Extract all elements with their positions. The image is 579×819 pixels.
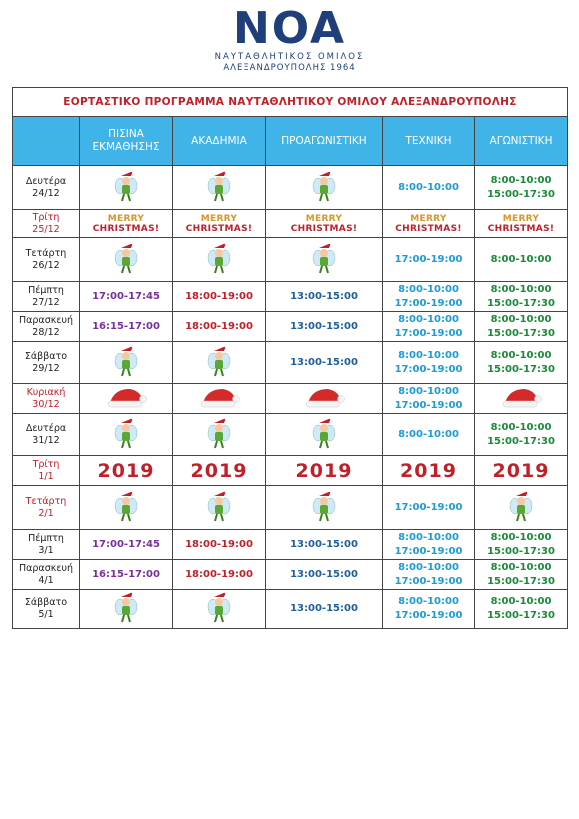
schedule-cell	[383, 456, 475, 486]
time-slot: 17:00-17:45	[92, 290, 160, 302]
day-cell	[13, 312, 80, 342]
time-slot: 13:00-15:00	[290, 320, 358, 332]
merry-christmas-banner	[475, 214, 567, 234]
time-slot: 8:00-10:00	[490, 531, 552, 543]
schedule-cell	[475, 590, 568, 629]
col-header-4: ΑΓΩΝΙΣΤΙΚΗ	[475, 117, 568, 166]
table-row	[13, 210, 568, 238]
time-slot: 15:00-17:30	[487, 545, 555, 557]
elf-icon	[113, 508, 139, 527]
schedule-cell	[173, 166, 266, 210]
schedule-cell	[173, 312, 266, 342]
schedule-cell	[266, 560, 383, 590]
merry-christmas-banner	[266, 214, 382, 234]
schedule-cell	[383, 560, 475, 590]
day-date: 27/12	[32, 296, 60, 308]
day-name: Πέμπτη	[28, 284, 64, 296]
time-slot: 17:00-19:00	[394, 399, 463, 411]
day-date: 26/12	[32, 259, 60, 271]
time-slot: 13:00-15:00	[290, 538, 358, 550]
time-slot: 18:00-19:00	[185, 538, 253, 550]
table-row	[13, 486, 568, 530]
schedule-cell	[266, 486, 383, 530]
schedule-cell	[80, 456, 173, 486]
schedule-cell	[173, 560, 266, 590]
time-slot: 17:00-19:00	[394, 327, 463, 339]
elf-icon	[311, 508, 337, 527]
table-row	[13, 560, 568, 590]
elf-icon	[311, 260, 337, 279]
elf-icon	[206, 188, 232, 207]
banner-line2: CHRISTMAS!	[395, 223, 462, 234]
time-slot: 8:00-10:00	[490, 313, 552, 325]
time-slot: 8:00-10:00	[398, 596, 459, 607]
time-slot: 8:00-10:00	[490, 174, 552, 186]
time-slot: 8:00-10:00	[398, 349, 459, 361]
new-year-2019-graphic: 2019	[97, 459, 155, 482]
table-row	[13, 238, 568, 282]
banner-line2: CHRISTMAS!	[290, 223, 358, 234]
schedule-cell	[173, 384, 266, 414]
day-cell	[13, 384, 80, 414]
day-date: 3/1	[38, 544, 54, 556]
day-name: Τρίτη	[32, 211, 60, 223]
schedule-cell	[173, 238, 266, 282]
day-cell	[13, 238, 80, 282]
day-cell	[13, 414, 80, 456]
time-slot: 8:00-10:00	[490, 596, 552, 607]
day-cell	[13, 486, 80, 530]
table-row	[13, 342, 568, 384]
time-slot: 8:00-10:00	[398, 385, 459, 397]
schedule-cell	[383, 312, 475, 342]
schedule-cell	[475, 414, 568, 456]
table-row	[13, 384, 568, 414]
day-date: 24/12	[32, 187, 60, 199]
schedule-cell	[383, 210, 475, 238]
time-slot: 17:00-19:00	[394, 501, 463, 513]
time-slot: 8:00-10:00	[490, 283, 552, 295]
banner-line1: MERRY	[410, 213, 447, 224]
schedule-cell	[475, 342, 568, 384]
time-slot: 17:00-19:00	[394, 363, 463, 375]
schedule-cell	[80, 486, 173, 530]
time-slot: 8:00-10:00	[490, 253, 552, 265]
time-slot: 8:00-10:00	[398, 561, 459, 573]
day-name: Δευτέρα	[25, 175, 67, 187]
banner-line2: CHRISTMAS!	[185, 223, 253, 234]
time-slot: 15:00-17:30	[487, 327, 555, 339]
schedule-cell	[266, 210, 383, 238]
time-slot: 8:00-10:00	[398, 181, 459, 193]
elf-icon	[508, 508, 534, 527]
elf-icon	[206, 609, 232, 628]
time-slot: 13:00-15:00	[290, 603, 358, 614]
merry-christmas-banner	[383, 214, 474, 234]
schedule-cell	[173, 530, 266, 560]
table-row	[13, 312, 568, 342]
col-header-2: ΠΡΟΑΓΩΝΙΣΤΙΚΗ	[266, 117, 383, 166]
day-cell	[13, 456, 80, 486]
time-slot: 15:00-17:30	[487, 435, 555, 447]
elf-icon	[206, 260, 232, 279]
santa-hat-icon	[104, 394, 148, 413]
schedule-cell	[475, 486, 568, 530]
day-cell	[13, 530, 80, 560]
col-header-3: ΤΕΧΝΙΚΗ	[383, 117, 475, 166]
schedule-cell	[475, 210, 568, 238]
col-header-0: ΠΙΣΙΝΑ ΕΚΜΑΘΗΣΗΣ	[80, 117, 173, 166]
schedule-cell	[266, 590, 383, 629]
time-slot: 18:00-19:00	[185, 290, 253, 302]
schedule-cell	[266, 414, 383, 456]
schedule-cell	[173, 590, 266, 629]
new-year-2019-graphic: 2019	[492, 459, 550, 482]
schedule-cell	[475, 456, 568, 486]
banner-line2: CHRISTMAS!	[487, 223, 555, 234]
time-slot: 8:00-10:00	[398, 313, 459, 325]
time-slot: 18:00-19:00	[185, 320, 253, 332]
time-slot: 15:00-17:30	[487, 610, 555, 621]
schedule-cell	[80, 166, 173, 210]
time-slot: 13:00-15:00	[290, 356, 358, 368]
schedule-cell	[80, 238, 173, 282]
schedule-cell	[80, 342, 173, 384]
schedule-cell	[173, 414, 266, 456]
time-slot: 8:00-10:00	[490, 421, 552, 433]
day-cell	[13, 342, 80, 384]
day-name: Σάββατο	[24, 597, 68, 608]
schedule-cell	[475, 166, 568, 210]
day-name: Πέμπτη	[28, 532, 64, 544]
banner-line1: MERRY	[200, 213, 238, 224]
schedule-cell	[475, 530, 568, 560]
time-slot: 17:00-19:00	[394, 610, 463, 621]
schedule-cell	[173, 282, 266, 312]
day-date: 30/12	[32, 398, 60, 410]
time-slot: 17:00-19:00	[394, 297, 463, 309]
time-slot: 15:00-17:30	[487, 575, 555, 587]
day-date: 2/1	[38, 507, 54, 519]
day-name: Τετάρτη	[25, 247, 67, 259]
schedule-cell	[266, 342, 383, 384]
schedule-cell	[383, 238, 475, 282]
schedule-cell	[173, 456, 266, 486]
table-row	[13, 530, 568, 560]
schedule-cell	[80, 384, 173, 414]
day-cell	[13, 282, 80, 312]
time-slot: 15:00-17:30	[487, 188, 555, 200]
day-name: Δευτέρα	[25, 422, 67, 434]
time-slot: 8:00-10:00	[490, 349, 552, 361]
schedule-cell	[173, 342, 266, 384]
schedule-cell	[383, 590, 475, 629]
elf-icon	[113, 363, 139, 382]
schedule-table	[12, 87, 568, 629]
time-slot: 17:00-19:00	[394, 253, 463, 265]
schedule-cell	[80, 590, 173, 629]
day-date: 28/12	[32, 326, 60, 338]
day-name: Τετάρτη	[25, 495, 67, 507]
banner-line1: MERRY	[502, 213, 540, 224]
merry-christmas-banner	[80, 214, 172, 234]
day-name: Κυριακή	[26, 386, 66, 398]
schedule-cell	[383, 414, 475, 456]
table-title: ΕΟΡΤΑΣΤΙΚΟ ΠΡΟΓΡΑΜΜΑ ΝΑΥΤΑΘΛΗΤΙΚΟΥ ΟΜΙΛΟΥ ΑΛΕΞΑΝΔΡΟΥΠΟΛΗΣ	[13, 88, 568, 117]
header-row	[13, 117, 568, 166]
banner-line1: MERRY	[107, 213, 145, 224]
elf-icon	[206, 508, 232, 527]
schedule-cell	[475, 238, 568, 282]
schedule-cell	[383, 530, 475, 560]
day-date: 31/12	[32, 434, 60, 446]
logo	[0, 3, 579, 74]
schedule-cell	[383, 486, 475, 530]
schedule-cell	[475, 384, 568, 414]
time-slot: 17:00-17:45	[92, 538, 160, 550]
time-slot: 13:00-15:00	[290, 290, 358, 302]
elf-icon	[113, 609, 139, 628]
schedule-cell	[80, 414, 173, 456]
banner-line2: CHRISTMAS!	[92, 223, 160, 234]
santa-hat-icon	[499, 394, 543, 413]
time-slot: 8:00-10:00	[398, 428, 459, 440]
schedule-cell	[475, 560, 568, 590]
schedule-cell	[80, 210, 173, 238]
time-slot: 16:15-17:00	[92, 568, 160, 580]
logo-line2: ΑΛΕΞΑΝΔΡΟΥΠΟΛΗΣ 1964	[223, 63, 356, 73]
schedule-cell	[266, 530, 383, 560]
time-slot: 17:00-19:00	[394, 545, 463, 557]
merry-christmas-banner	[173, 214, 265, 234]
day-name: Σάββατο	[24, 350, 68, 362]
time-slot: 15:00-17:30	[487, 363, 555, 375]
elf-icon	[311, 188, 337, 207]
schedule-cell	[383, 282, 475, 312]
table-row	[13, 166, 568, 210]
elf-icon	[206, 435, 232, 454]
day-cell	[13, 560, 80, 590]
new-year-2019-graphic: 2019	[190, 459, 248, 482]
time-slot: 13:00-15:00	[290, 568, 358, 580]
time-slot: 8:00-10:00	[490, 561, 552, 573]
schedule-cell	[80, 560, 173, 590]
schedule-cell	[173, 210, 266, 238]
day-cell	[13, 590, 80, 629]
santa-hat-icon	[302, 394, 346, 413]
schedule-cell	[383, 166, 475, 210]
day-date: 29/12	[32, 362, 60, 374]
schedule-cell	[80, 312, 173, 342]
table-row	[13, 456, 568, 486]
schedule-cell	[383, 342, 475, 384]
santa-hat-icon	[197, 394, 241, 413]
day-name: Παρασκευή	[19, 314, 73, 326]
day-cell	[13, 166, 80, 210]
schedule-cell	[266, 166, 383, 210]
time-slot: 18:00-19:00	[185, 568, 253, 580]
day-date: 1/1	[38, 470, 54, 482]
elf-icon	[113, 435, 139, 454]
time-slot: 15:00-17:30	[487, 297, 555, 309]
table-row	[13, 282, 568, 312]
logo-mark: NOA	[232, 3, 347, 54]
elf-icon	[113, 260, 139, 279]
schedule-cell	[266, 384, 383, 414]
schedule-cell	[173, 486, 266, 530]
schedule-cell	[266, 282, 383, 312]
schedule-cell	[475, 312, 568, 342]
time-slot: 8:00-10:00	[398, 531, 459, 543]
schedule-cell	[266, 312, 383, 342]
elf-icon	[206, 363, 232, 382]
new-year-2019-graphic: 2019	[400, 459, 457, 482]
day-date: 4/1	[38, 574, 54, 586]
schedule-cell	[475, 282, 568, 312]
day-date: 5/1	[38, 609, 54, 620]
header-blank	[13, 117, 80, 166]
elf-icon	[113, 188, 139, 207]
time-slot: 17:00-19:00	[394, 575, 463, 587]
logo-line1: ΝΑΥΤΑΘΛΗΤΙΚΟΣ ΟΜΙΛΟΣ	[214, 52, 365, 62]
schedule-cell	[80, 282, 173, 312]
table-row	[13, 590, 568, 629]
col-header-1: ΑΚΑΔΗΜΙΑ	[173, 117, 266, 166]
schedule-cell	[266, 456, 383, 486]
time-slot: 16:15-17:00	[92, 320, 160, 332]
elf-icon	[311, 435, 337, 454]
banner-line1: MERRY	[305, 213, 343, 224]
day-name: Τρίτη	[32, 458, 60, 470]
schedule-cell	[383, 384, 475, 414]
day-name: Παρασκευή	[19, 562, 73, 574]
day-date: 25/12	[32, 223, 60, 235]
table-row	[13, 414, 568, 456]
new-year-2019-graphic: 2019	[295, 459, 353, 482]
schedule-cell	[80, 530, 173, 560]
time-slot: 8:00-10:00	[398, 283, 459, 295]
schedule-cell	[266, 238, 383, 282]
day-cell	[13, 210, 80, 238]
